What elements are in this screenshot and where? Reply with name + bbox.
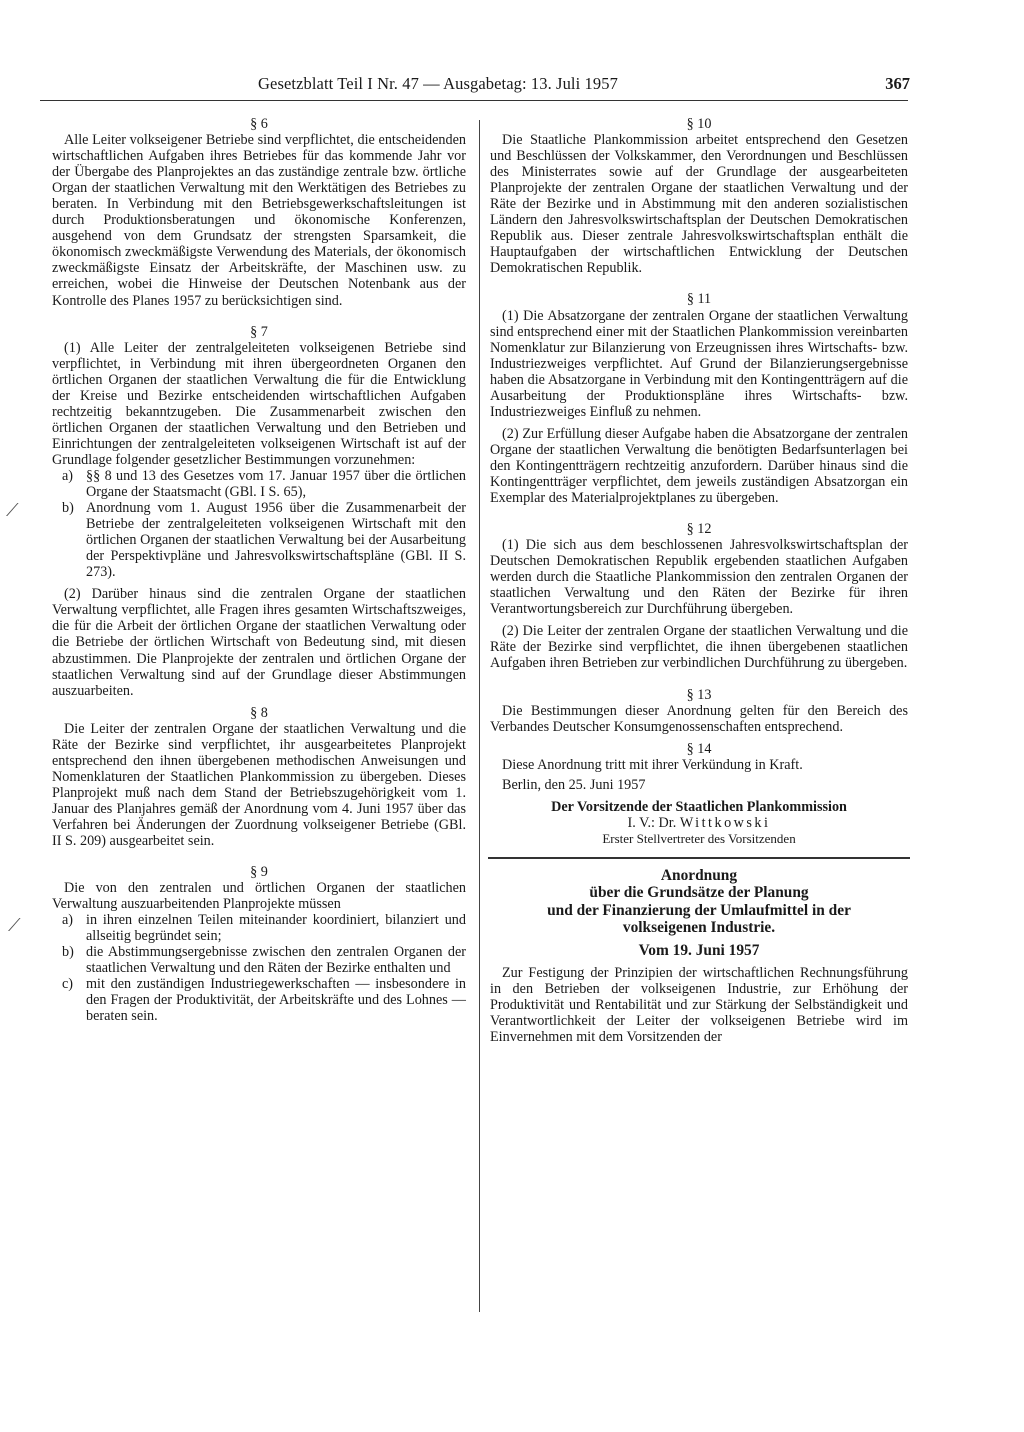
list-marker: a) [62, 912, 74, 929]
section-heading: § 14 [686, 740, 712, 757]
place-date: Berlin, den 25. Juni 1957 [502, 776, 646, 793]
section-heading: § 13 [686, 686, 712, 703]
list-text: §§ 8 und 13 des Gesetzes vom 17. Januar 1957 über die örtlichen Organe der Staatsmacht (GBl. I S. 65), [86, 467, 466, 501]
section-heading: § 6 [250, 116, 268, 132]
list-item [52, 944, 466, 976]
ordinance-title-line: und der Finanzierung der Umlaufmittel in der [547, 901, 851, 919]
section-paragraph: (1) Alle Leiter der zentralgeleiteten volkseigenen Betriebe sind verpflichtet, in Verbindung mit ihren übergeordneten Organen den örtlichen Organen der staatlichen Verwaltung die für die Entwicklung der Kreise und Bezirke entscheidenden wirtschaftlichen Aufgaben rechtzeitig bekanntzugeben. Die Zusammenarbeit zwischen den örtlichen Organen der staatlichen Verwaltung und den Betrieben und Einrichtungen der zentralgeleiteten volkseigenen Wirtschaft ist auf der Grundlage folgender gesetzlicher Bestimmungen vorzunehmen: [52, 339, 466, 468]
list-text: mit den zuständigen Industriegewerkschaften — insbesondere in den Fragen der Produktivität, der Arbeitskräfte und des Lohnes — beraten sein. [86, 976, 466, 1025]
section-text: Alle Leiter volkseigener Betriebe sind verpflichtet, die entscheidenden wirtschaftlichen Aufgaben ihres Betriebes für das kommende Jahr vor der Übergabe des Planprojektes an das zuständige zentrale bzw. örtliche Organ der staatlichen Verwaltung mit den Werktätigen des Betriebes zu beraten. In Verbindung mit den Betriebsgewerkschaftsleitungen ist durch Produktionsberatungen und ökonomische Konferenzen, ausgehend von dem Grundsatz der strengsten Sparsamkeit, die ökonomisch zweckmäßigste Verwendung des Materials, der ökonomisch zweckmäßigste Einsatz der Arbeitskräfte, der Maschinen usw. zu erreichen, wobei die Hinweise der Deutschen Notenbank aus der Kontrolle des Planes 1957 zu berücksichtigen sind. [52, 132, 466, 309]
section-text: Die Bestimmungen dieser Anordnung gelten für den Bereich des Verbandes Deutscher Konsumgenossenschaften entsprechend. [490, 702, 908, 735]
section-paragraph: (2) Zur Erfüllung dieser Aufgabe haben die Absatzorgane der zentralen Organe der staatlichen Verwaltung die benötigten Bedarfsunterlagen bei den Kontingentträgern rechtzeitig anzufordern. Darüber hinaus sind die Kontingentträger verpflichtet, dem jeweils zuständigen Absatzorgan ein Exemplar des Materialprojektplanes zu übergeben. [490, 425, 908, 507]
page-number: 367 [885, 74, 910, 93]
list-marker: a) [62, 467, 74, 484]
column-divider [479, 120, 480, 1312]
ordinance-title-line: volkseigenen Industrie. [622, 919, 776, 937]
header-title: Gesetzblatt Teil I Nr. 47 — Ausgabetag: 13. Juli 1957 [258, 74, 618, 93]
list-marker: b) [62, 944, 74, 961]
section-heading: § 7 [250, 323, 268, 340]
section-paragraph: (1) Die Absatzorgane der zentralen Organe der staatlichen Verwaltung sind entsprechend einer mit der Staatlichen Plankommission vereinbarten Nomenklatur zur Bilanzierung von Erzeugnissen ihres Wirtschafts- bzw. Industriezweiges verpflichtet. Auf Grund der Bilanzierungsergebnisse haben die Absatzorgane in Verbindung mit den Kontingentträgern auf die Ausarbeitung der Produktionspläne ihres Wirtschafts- bzw. Industriezweiges Einfluß zu nehmen. [490, 307, 908, 420]
list-item [52, 500, 466, 580]
list-marker: b) [62, 500, 74, 517]
margin-tick-mark: ⟋ [6, 500, 19, 521]
list-text: die Abstimmungsergebnisse zwischen den zentralen Organen der staatlichen Verwaltung und den Räten der Bezirke enthalten und [86, 944, 466, 977]
list-item [52, 912, 466, 944]
list-item [52, 976, 466, 1024]
section-heading: § 9 [250, 864, 268, 881]
left-column [52, 116, 466, 1025]
ordinance-intro: Zur Festigung der Prinzipien der wirtschaftlichen Rechnungsführung in den Betrieben der volkseigenen Industrie, zur Erhöhung der Produktivität und Rentabilität und zur Stärkung der Selbständigkeit und Verantwortlichkeit der Leiter der volkseigenen Betriebe wird im Einvernehmen mit dem Vorsitzenden der [490, 964, 908, 1046]
list-marker: c) [62, 976, 74, 993]
section-text: Die Leiter der zentralen Organe der staatlichen Verwaltung und die Räte der Bezirke sind verpflichtet, ihr ausgearbeitetes Planprojekt entsprechend den ihnen übergebenen methodischen Anweisungen und Nomenklaturen der Staatlichen Plankommission zu übergeben. Dieses Planprojekt muß nach dem Stand der Betriebszugehörigkeit vom 1. Januar des Planjahres gemäß der Anordnung vom 4. Juni 1957 über das Verfahren bei Änderungen der Zuordnung volkseigener Betriebe (GBl. II S. 209) ausgearbeitet sein. [52, 720, 466, 850]
ordinance-title-line: Anordnung [660, 866, 738, 884]
page-header [40, 74, 910, 98]
signatory-role: Erster Stellvertreter des Vorsitzenden [602, 830, 796, 846]
signatory-name: Wittkowski [679, 814, 771, 831]
signatory-prefix: I. V.: Dr. [627, 814, 677, 831]
section-heading: § 10 [686, 116, 712, 132]
ordinance-title-line: über die Grundsätze der Planung [589, 884, 809, 902]
section-text: Die von den zentralen und örtlichen Organen der staatlichen Verwaltung auszuarbeitenden Planprojekte müssen [52, 880, 466, 913]
margin-tick-mark: ⟋ [8, 915, 21, 936]
ordinance-date: Vom 19. Juni 1957 [638, 941, 760, 959]
list-item [52, 468, 466, 500]
section-text: Diese Anordnung tritt mit ihrer Verkündung in Kraft. [502, 756, 803, 773]
section-paragraph: (1) Die sich aus dem beschlossenen Jahresvolkswirtschaftsplan der Deutschen Demokratischen Republik ergebenden staatlichen Aufgaben werden durch die Staatliche Plankommission den zentralen Organen der staatlichen Verwaltung und den Räten der Bezirke für ihren Verantwortungsbereich zur Durchführung übergeben. [490, 537, 908, 618]
signatory-name-line [490, 815, 908, 831]
section-paragraph: (2) Die Leiter der zentralen Organe der staatlichen Verwaltung und die Räte der Bezirke sind verpflichtet, die ihnen übergebenen staatlichen Aufgaben ihren Betrieben zur verbindlichen Durchführung zu übergeben. [490, 623, 908, 672]
section-heading: § 11 [686, 291, 712, 308]
right-column [490, 116, 908, 1045]
header-rule [40, 100, 908, 101]
section-text: Die Staatliche Plankommission arbeitet entsprechend den Gesetzen und Beschlüssen der Volkskammer, den Verordnungen und Beschlüssen des Ministerrates sowie auf der Grundlage der ausgearbeiteten Planprojekte der zentralen Organe der staatlichen Verwaltung und der Räte der Bezirke und in Abstimmung mit den anderen sozialistischen Ländern den Jahresvolkswirtschaftsplan der Deutschen Demokratischen Republik aus. Dieser zentrale Jahresvolkswirtschaftsplan enthält die Hauptaufgaben der wirtschaftlichen Entwicklung der Deutschen Demokratischen Republik. [490, 132, 908, 277]
section-heading: § 8 [250, 704, 268, 721]
signatory-title: Der Vorsitzende der Staatlichen Plankommission [551, 798, 847, 815]
section-paragraph: (2) Darüber hinaus sind die zentralen Organe der staatlichen Verwaltung verpflichtet, alle Fragen ihres gesamten Wirtschaftszweiges, die für die Arbeit der örtlichen Organe der staatlichen Verwaltung oder die Betriebe der örtlichen Wirtschaft von Bedeutung sind, mit diesen abzustimmen. Die Planprojekte der zentralen und örtlichen Organe der staatlichen Verwaltung sind auf der Grundlage dieser Abstimmungen auszuarbeiten. [52, 586, 466, 699]
section-heading: § 12 [686, 521, 712, 538]
list-text: in ihren einzelnen Teilen miteinander koordiniert, bilanziert und allseitig begründet sein; [86, 912, 466, 945]
list-text: Anordnung vom 1. August 1956 über die Zusammenarbeit der Betriebe der zentralgeleiteten volkseigenen Wirtschaft mit den örtlichen Organen der staatlichen Verwaltung bei der Ausarbeitung der Perspektivpläne und Jahresvolkswirtschaftspläne (GBl. II S. 273). [86, 500, 466, 581]
section-separator-rule [488, 857, 910, 859]
